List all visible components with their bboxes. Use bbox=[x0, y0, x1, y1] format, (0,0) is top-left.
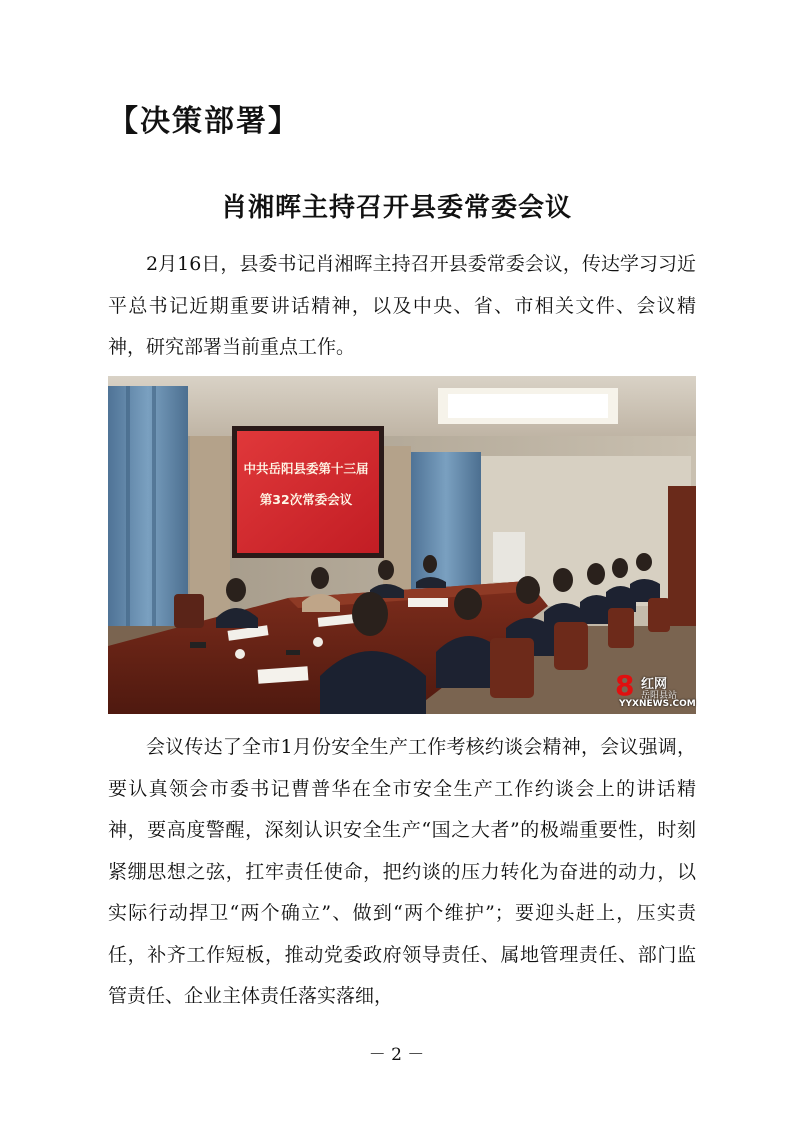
watermark-site: 岳阳县站 bbox=[641, 691, 678, 701]
screen-caption-line-2: 第32次常委会议 bbox=[259, 492, 353, 507]
meeting-photo bbox=[108, 376, 696, 714]
page-number: － 2 － bbox=[368, 1045, 425, 1065]
article-paragraph: 2月16日，县委书记肖湘晖主持召开县委常委会议，传达学习习近平总书记近期重要讲话精神，以及中央、省、市相关文件、会议精神，研究部署当前重点工作。 bbox=[108, 253, 696, 358]
article-title: 肖湘晖主持召开县委常委会议 bbox=[220, 193, 572, 223]
article-paragraph: 会议传达了全市1月份安全生产工作考核约谈会精神，会议强调，要认真领会市委书记曹普华在全市安全生产工作约谈会上的讲话精神，要高度警醒，深刻认识安全生产“国之大者”的极端重要性，时刻紧绷思想之弦，扛牢责任使命，把约谈的压力转化为奋进的动力，以实际行动捍卫“两个确立”、做到“两个维护”；要迎头赶上，压实责任，补齐工作短板，推动党委政府领导责任、属地管理责任、部门监管责任、企业主体责任落实落细， bbox=[108, 736, 696, 1007]
watermark-url: YYXNEWS.COM bbox=[619, 699, 696, 709]
rednet-watermark bbox=[615, 669, 696, 712]
watermark-name: 红网 bbox=[641, 677, 668, 692]
rednet-logo-mark: 8 bbox=[615, 669, 635, 702]
section-heading: 【决策部署】 bbox=[108, 104, 300, 139]
screen-caption-line-1: 中共岳阳县委第十三届 bbox=[243, 461, 369, 476]
